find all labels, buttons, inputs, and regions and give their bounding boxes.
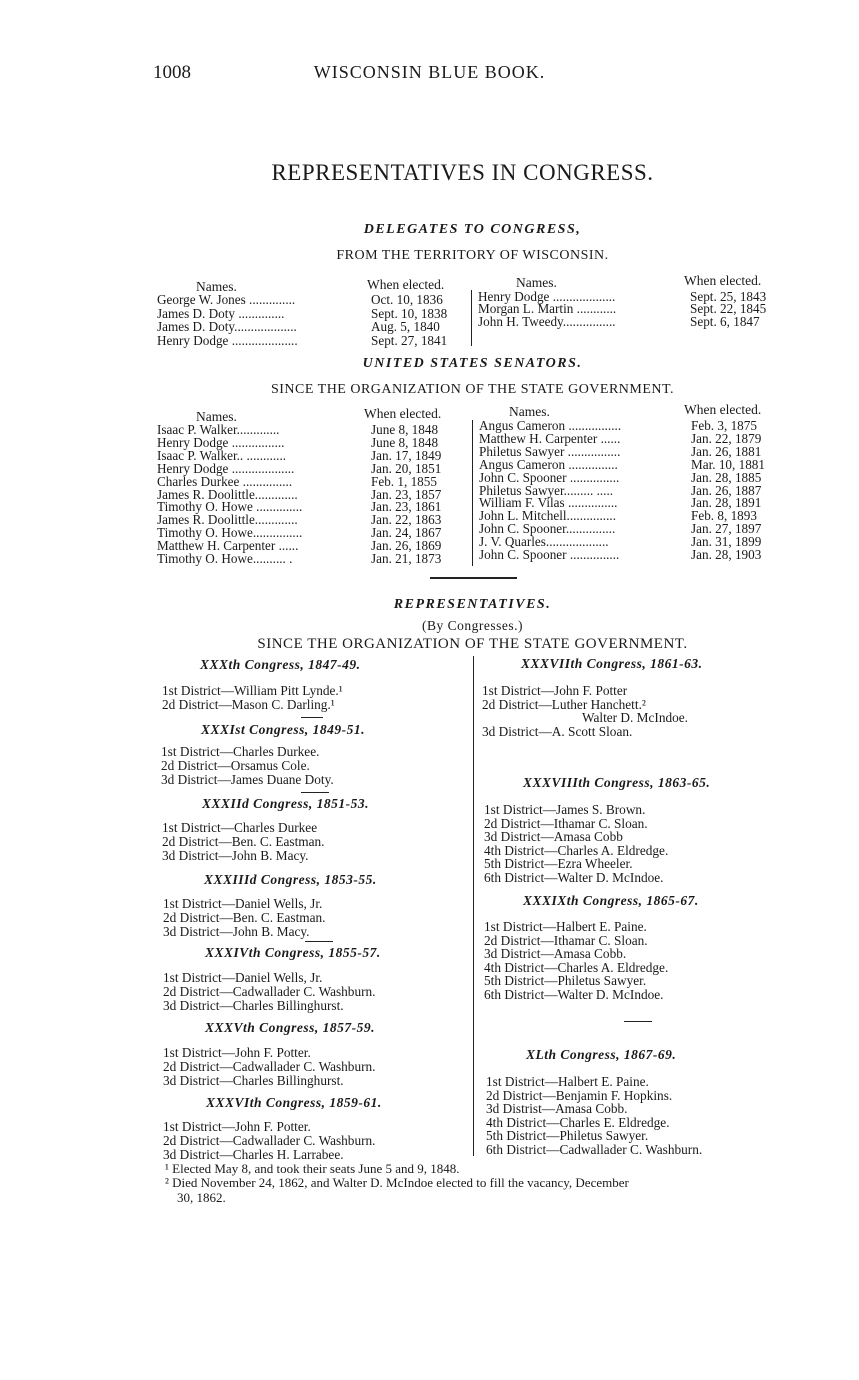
congress-title: XXXIXth Congress, 1865-67. xyxy=(523,893,699,908)
district-entry: 1st District—Charles Durkee. xyxy=(161,744,320,759)
congress-title: XXXVIth Congress, 1859-61. xyxy=(206,1095,382,1110)
senators-col-names-left: Names. xyxy=(196,409,237,424)
election-date: Sept. 22, 1845 xyxy=(690,301,767,317)
election-date: Jan. 28, 1891 xyxy=(691,495,762,511)
delegates-col-names-right: Names. xyxy=(516,275,557,290)
election-date: Jan. 27, 1897 xyxy=(691,521,762,537)
congress-title: XXXVIIIth Congress, 1863-65. xyxy=(523,775,711,790)
district-entry: 3d District—Charles Billinghurst. xyxy=(163,998,344,1013)
election-date: Jan. 22, 1863 xyxy=(371,512,442,528)
election-date: Sept. 27, 1841 xyxy=(371,332,448,348)
district-entry: 2d District—Benjamin F. Hopkins. xyxy=(486,1087,673,1103)
congress-rule xyxy=(624,1021,652,1022)
person-name: Matthew H. Carpenter ...... xyxy=(479,430,621,446)
person-name: James D. Doty................... xyxy=(157,319,297,335)
senators-col-names-right: Names. xyxy=(509,404,550,419)
district-entry: 5th District—Philetus Sawyer. xyxy=(484,973,647,988)
election-date: Jan. 21, 1873 xyxy=(371,551,442,566)
congress-title: XLth Congress, 1867-69. xyxy=(526,1047,677,1062)
person-name: Morgan L. Martin ............ xyxy=(478,301,617,317)
person-name: Henry Dodge ................... xyxy=(478,289,616,304)
congress-title: XXXVth Congress, 1857-59. xyxy=(205,1020,376,1035)
running-title: WISCONSIN BLUE BOOK. xyxy=(313,62,546,82)
representatives-heading: REPRESENTATIVES. xyxy=(393,597,552,612)
district-entry: 2d District—Cadwallader C. Washburn. xyxy=(163,984,376,999)
district-entry: 2d District—Mason C. Darling.¹ xyxy=(162,697,335,712)
election-date: Jan. 22, 1879 xyxy=(691,430,762,446)
person-name: John C. Spooner............... xyxy=(479,521,616,537)
district-entry: 3d District—A. Scott Sloan. xyxy=(482,723,633,739)
election-date: June 8, 1848 xyxy=(371,434,439,450)
delegates-col-elected-left: When elected. xyxy=(367,277,445,292)
district-entry: 3d District—Amasa Cobb. xyxy=(484,946,627,961)
congress-title: XXXIIId Congress, 1853-55. xyxy=(204,872,377,887)
district-entry: 2d District—Ithamar C. Sloan. xyxy=(484,932,648,948)
election-date: Aug. 5, 1840 xyxy=(371,319,440,335)
person-name: Henry Dodge ................... xyxy=(157,460,295,476)
congress-title: XXXIVth Congress, 1855-57. xyxy=(205,945,381,960)
person-name: Isaac P. Walker.. ............ xyxy=(157,447,287,463)
district-entry: 6th District—Walter D. McIndoe. xyxy=(484,869,664,885)
district-entry: 1st District—James S. Brown. xyxy=(484,802,646,817)
senators-col-elected-right: When elected. xyxy=(684,402,762,417)
district-entry: 5th District—Philetus Sawyer. xyxy=(486,1128,649,1143)
election-date: Jan. 24, 1867 xyxy=(371,525,442,541)
district-entry: 6th District—Cadwallader C. Washburn. xyxy=(486,1141,703,1157)
delegates-subheading: FROM THE TERRITORY OF WISCONSIN. xyxy=(336,248,609,263)
congress-title: XXXIst Congress, 1849-51. xyxy=(201,722,366,737)
district-entry: 1st District—John F. Potter. xyxy=(163,1119,311,1134)
person-name: Henry Dodge ................ xyxy=(157,434,285,450)
footnote-1: ¹ Elected May 8, and took their seats June 5 and 9, 1848. xyxy=(165,1161,460,1176)
person-name: James D. Doty .............. xyxy=(157,305,285,321)
person-name: James R. Doolittle............. xyxy=(157,512,298,528)
representatives-right-column xyxy=(474,0,859,1170)
election-date: June 8, 1848 xyxy=(371,422,439,437)
district-entry: 3d District—Charles H. Larrabee. xyxy=(163,1147,344,1162)
congress-title: XXXth Congress, 1847-49. xyxy=(200,657,361,672)
district-entry: 2d District—Ben. C. Eastman. xyxy=(163,910,326,925)
election-date: Jan. 26, 1869 xyxy=(371,538,442,554)
election-date: Jan. 26, 1881 xyxy=(691,443,762,459)
election-date: Oct. 10, 1836 xyxy=(371,292,443,307)
delegates-col-elected-right: When elected. xyxy=(684,273,762,288)
election-date: Jan. 23, 1861 xyxy=(371,499,442,515)
person-name: Timothy O. Howe............... xyxy=(157,525,303,541)
person-name: Angus Cameron ................ xyxy=(479,418,622,433)
district-entry: 2d District—Ben. C. Eastman. xyxy=(162,834,325,849)
district-entry: 1st District—Charles Durkee xyxy=(162,820,318,835)
election-date: Sept. 10, 1838 xyxy=(371,305,448,321)
person-name: James R. Doolittle............. xyxy=(157,486,298,502)
district-entry: 1st District—William Pitt Lynde.¹ xyxy=(162,683,343,698)
district-entry: 1st District—Halbert E. Paine. xyxy=(484,919,647,934)
district-entry: 4th District—Charles A. Eldredge. xyxy=(484,959,669,975)
district-entry: 3d District—John B. Macy. xyxy=(162,848,309,863)
election-date: Jan. 31, 1899 xyxy=(691,534,762,550)
person-name: George W. Jones .............. xyxy=(157,292,296,307)
election-date: Jan. 23, 1857 xyxy=(371,486,442,502)
delegates-col-names-left: Names. xyxy=(196,279,237,294)
congress-rule xyxy=(301,792,329,793)
congress-title: XXXIId Congress, 1851-53. xyxy=(202,796,370,811)
person-name: J. V. Quarles................... xyxy=(479,534,609,550)
district-entry: 5th District—Ezra Wheeler. xyxy=(484,856,633,871)
delegates-heading: DELEGATES TO CONGRESS, xyxy=(363,222,582,237)
election-date: Jan. 28, 1903 xyxy=(691,547,762,562)
district-entry: 3d District—James Duane Doty. xyxy=(161,772,334,787)
person-name: John H. Tweedy................ xyxy=(478,313,616,329)
election-date: Sept. 25, 1843 xyxy=(690,289,767,304)
person-name: Timothy O. Howe .............. xyxy=(157,499,303,515)
congress-rule xyxy=(305,941,333,942)
district-entry: 3d Distrist—Amasa Cobb. xyxy=(486,1101,628,1116)
footnote-2: ² Died November 24, 1862, and Walter D. McIndoe elected to fill the vacancy, December xyxy=(165,1175,629,1190)
election-date: Feb. 3, 1875 xyxy=(691,418,757,433)
election-date: Jan. 17, 1849 xyxy=(371,447,442,463)
congress-rule xyxy=(301,717,323,718)
district-entry: 4th District—Charles A. Eldredge. xyxy=(484,842,669,858)
by-congresses-label: (By Congresses.) xyxy=(422,618,523,633)
senators-col-elected-left: When elected. xyxy=(364,406,442,421)
district-entry: 1st District—Daniel Wells, Jr. xyxy=(163,896,323,911)
person-name: Isaac P. Walker............. xyxy=(157,422,280,437)
congress-title: XXXVIIth Congress, 1861-63. xyxy=(521,656,703,671)
person-name: Angus Cameron ............... xyxy=(479,456,618,472)
person-name: Timothy O. Howe.......... . xyxy=(157,551,293,566)
person-name: Henry Dodge .................... xyxy=(157,332,298,348)
page-number: 1008 xyxy=(153,62,191,83)
district-entry: 2d District—Cadwallader C. Washburn. xyxy=(163,1059,376,1074)
election-date: Jan. 20, 1851 xyxy=(371,460,442,476)
district-entry: 1st District—John F. Potter xyxy=(482,683,628,698)
person-name: Philetus Sawyer......... ..... xyxy=(479,482,614,498)
person-name: John C. Spooner ............... xyxy=(479,547,620,562)
person-name: John L. Mitchell............... xyxy=(479,508,616,524)
representatives-subheading: SINCE THE ORGANIZATION OF THE STATE GOVERNMENT. xyxy=(257,636,688,652)
district-entry: 1st District—Daniel Wells, Jr. xyxy=(163,970,323,985)
election-date: Feb. 8, 1893 xyxy=(691,508,757,524)
district-entry: 3d District—Charles Billinghurst. xyxy=(163,1073,344,1088)
election-date: Mar. 10, 1881 xyxy=(691,456,765,472)
person-name: Charles Durkee ............... xyxy=(157,473,293,489)
district-entry: 4th District—Charles E. Eldredge. xyxy=(486,1114,670,1130)
person-name: Matthew H. Carpenter ...... xyxy=(157,538,299,554)
footnote-2-cont: 30, 1862. xyxy=(177,1190,226,1205)
district-entry: 3d District—John B. Macy. xyxy=(163,924,310,939)
district-entry: Walter D. McIndoe. xyxy=(582,710,689,725)
district-entry: 2d District—Cadwallader C. Washburn. xyxy=(163,1133,376,1148)
district-entry: 2d District—Orsamus Cole. xyxy=(161,758,310,773)
district-entry: 3d District—Amasa Cobb xyxy=(484,829,623,844)
person-name: William F. Vilas ............... xyxy=(479,495,618,511)
election-date: Sept. 6, 1847 xyxy=(690,313,760,329)
district-entry: 2d District—Luther Hanchett.² xyxy=(482,696,646,712)
senators-subheading: SINCE THE ORGANIZATION OF THE STATE GOVERNMENT. xyxy=(270,382,675,397)
page-title: REPRESENTATIVES IN CONGRESS. xyxy=(271,160,654,185)
election-date: Jan. 26, 1887 xyxy=(691,482,762,498)
election-date: Jan. 28, 1885 xyxy=(691,469,762,485)
election-date: Feb. 1, 1855 xyxy=(371,473,437,489)
district-entry: 2d District—Ithamar C. Sloan. xyxy=(484,815,648,831)
person-name: John C. Spooner ............... xyxy=(479,469,620,485)
person-name: Philetus Sawyer ................ xyxy=(479,443,621,459)
district-entry: 1st District—John F. Potter. xyxy=(163,1045,311,1060)
district-entry: 6th District—Walter D. McIndoe. xyxy=(484,986,664,1002)
senators-heading: UNITED STATES SENATORS. xyxy=(362,356,583,371)
district-entry: 1st District—Halbert E. Paine. xyxy=(486,1074,649,1089)
representatives-left-column xyxy=(0,0,473,1170)
